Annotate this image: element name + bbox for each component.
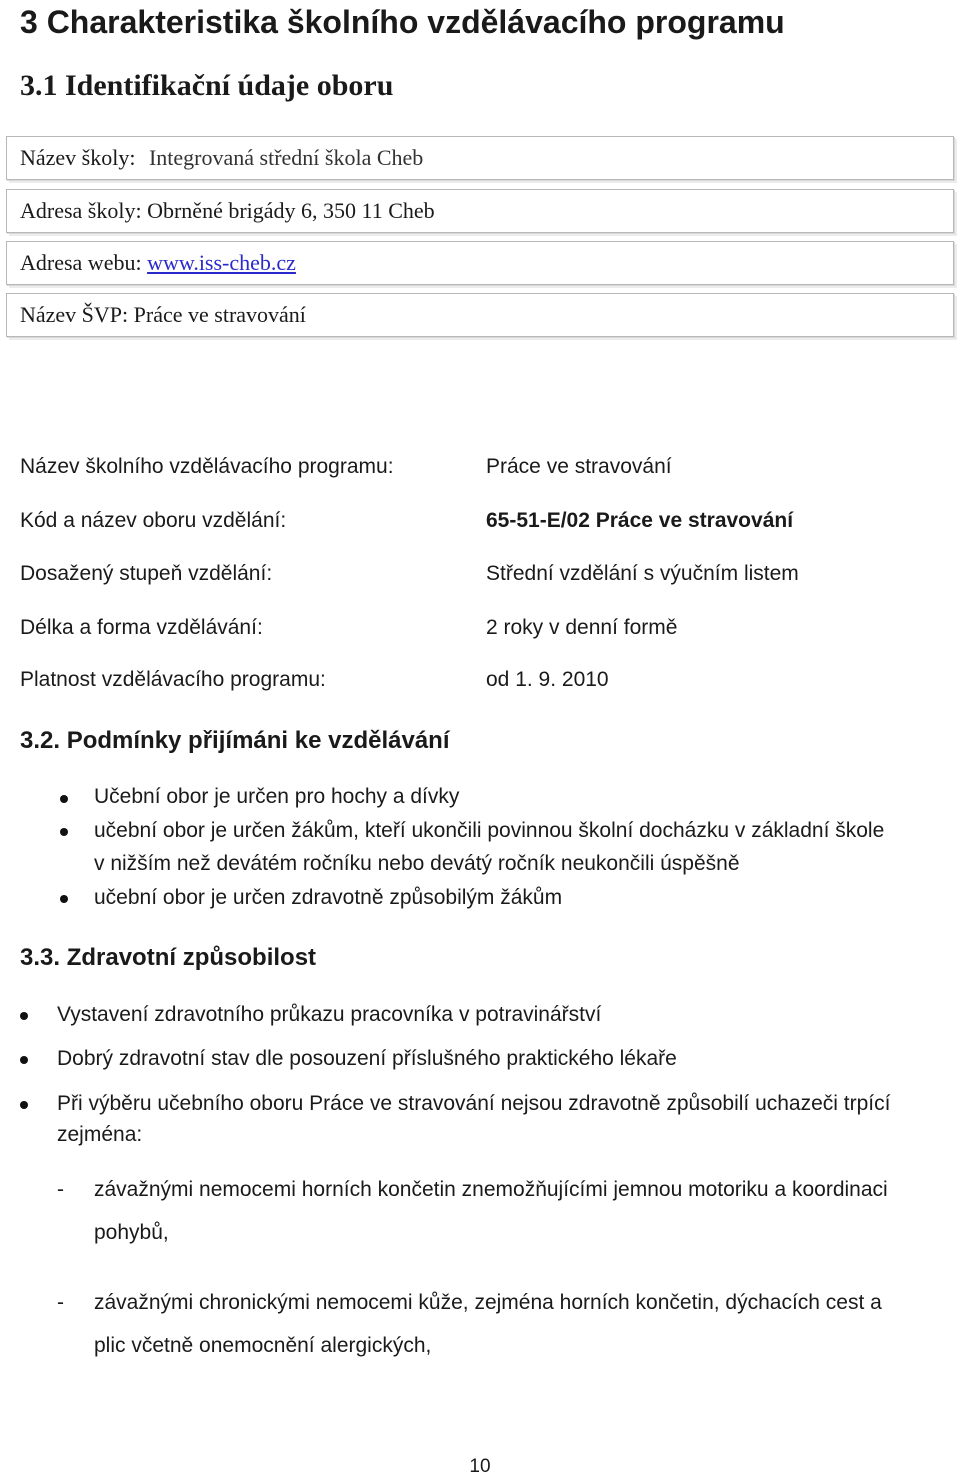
school-address-row	[20, 198, 435, 224]
school-name-label: Název školy:	[20, 145, 136, 170]
health-item: Vystavení zdravotního průkazu pracovníka v potravinářství	[57, 1003, 602, 1026]
dash-marker: -	[57, 1178, 64, 1201]
bullet-icon	[20, 1012, 28, 1020]
admission-item: učební obor je určen zdravotně způsobilým žákům	[94, 886, 563, 909]
svp-row	[20, 302, 306, 328]
section-title-admission: 3.2. Podmínky přijímáni ke vzdělávání	[20, 727, 450, 754]
admission-item: učební obor je určen žákům, kteří ukončili povinnou školní docházku v základní škole	[94, 819, 885, 842]
education-level-label: Dosažený stupeň vzdělání:	[20, 562, 273, 585]
validity-value: od 1. 9. 2010	[486, 668, 609, 691]
dash-marker: -	[57, 1291, 64, 1314]
svp-label: Název ŠVP:	[20, 302, 129, 327]
health-dash-item-continuation: plic včetně onemocnění alergických,	[94, 1334, 432, 1357]
duration-value: 2 roky v denní formě	[486, 616, 678, 639]
health-dash-item: závažnými nemocemi horních končetin znemožňujícími jemnou motoriku a koordinaci	[94, 1178, 888, 1201]
bullet-icon	[20, 1101, 28, 1109]
validity-label: Platnost vzdělávacího programu:	[20, 668, 326, 691]
duration-label: Délka a forma vzdělávání:	[20, 616, 263, 639]
health-dash-item: závažnými chronickými nemocemi kůže, zejména horních končetin, dýchacích cest a	[94, 1291, 882, 1314]
bullet-icon	[60, 828, 68, 836]
bullet-icon	[20, 1056, 28, 1064]
admission-item: Učební obor je určen pro hochy a dívky	[94, 785, 460, 808]
page-number: 10	[469, 1456, 491, 1477]
program-code-label: Kód a název oboru vzdělání:	[20, 509, 287, 532]
school-name-row	[20, 145, 423, 171]
chapter-title: 3 Charakteristika školního vzdělávacího programu	[20, 4, 785, 40]
bullet-icon	[60, 795, 68, 803]
program-name-label: Název školního vzdělávacího programu:	[20, 455, 394, 478]
health-item: Při výběru učebního oboru Práce ve stravování nejsou zdravotně způsobilí uchazeči trpící	[57, 1092, 891, 1115]
school-name-value: Integrovaná střední škola Cheb	[148, 145, 424, 170]
admission-item-continuation: v nižším než devátém ročníku nebo devátý ročník neukončili úspěšně	[94, 852, 740, 875]
svp-value: Práce ve stravování	[133, 302, 306, 327]
program-name-value: Práce ve stravování	[486, 455, 672, 478]
school-address-label: Adresa školy:	[20, 198, 142, 223]
web-row	[20, 250, 296, 276]
health-dash-item-continuation: pohybů,	[94, 1221, 169, 1244]
school-address-value: Obrněné brigády 6, 350 11 Cheb	[147, 198, 435, 223]
section-title-identification: 3.1 Identifikační údaje oboru	[20, 69, 394, 102]
health-item-continuation: zejména:	[57, 1123, 143, 1146]
section-title-health: 3.3. Zdravotní způsobilost	[20, 944, 317, 971]
web-link[interactable]: www.iss-cheb.cz	[147, 250, 296, 275]
program-code-value: 65-51-E/02 Práce ve stravování	[486, 509, 794, 532]
education-level-value: Střední vzdělání s výučním listem	[486, 562, 799, 585]
bullet-icon	[60, 895, 68, 903]
web-label: Adresa webu:	[20, 250, 142, 275]
health-item: Dobrý zdravotní stav dle posouzení příslušného praktického lékaře	[57, 1047, 677, 1070]
